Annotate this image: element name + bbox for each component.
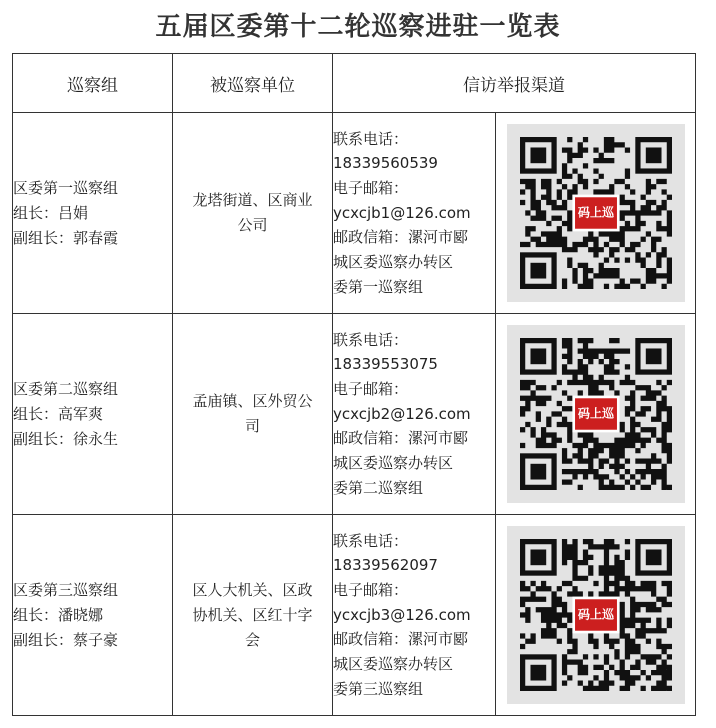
- qr-badge-label: 码上巡: [577, 406, 614, 421]
- table-row: [13, 113, 696, 314]
- group-name: 区委第二巡察组: [13, 379, 119, 398]
- qr-code-icon[interactable]: [520, 539, 672, 691]
- unit-cell: [173, 314, 333, 515]
- qr-finder-inner: [645, 147, 661, 163]
- phone-number[interactable]: 18339562097: [333, 556, 438, 575]
- email-label: 电子邮箱：: [333, 178, 409, 197]
- group-leader: 组长：吕娟: [13, 203, 89, 222]
- unit-cell: [173, 113, 333, 314]
- group-leader: 组长：潘晓娜: [13, 605, 104, 624]
- qr-badge-label: 码上巡: [577, 205, 614, 220]
- post-line: 委第三巡察组: [333, 679, 424, 698]
- contact-cell: [333, 515, 496, 716]
- email-address[interactable]: ycxcjb1@126.com: [333, 203, 471, 222]
- group-deputy: 副组长：蔡子豪: [13, 630, 119, 649]
- header-group: 巡察组: [13, 54, 173, 113]
- post-line: 城区委巡察办转区: [333, 655, 454, 674]
- qr-finder-inner: [530, 665, 546, 681]
- qr-badge-label: 码上巡: [577, 607, 614, 622]
- post-line: 邮政信箱：漯河市郾: [333, 228, 469, 247]
- table-row: [13, 515, 696, 716]
- post-line: 邮政信箱：漯河市郾: [333, 429, 469, 448]
- post-line: 邮政信箱：漯河市郾: [333, 630, 469, 649]
- unit-line: 区人大机关、区政: [192, 580, 313, 599]
- qr-finder-inner: [530, 464, 546, 480]
- post-line: 城区委巡察办转区: [333, 253, 454, 272]
- header-unit: 被巡察单位: [173, 54, 333, 113]
- unit-line: 孟庙镇、区外贸公: [192, 392, 313, 410]
- post-line: 城区委巡察办转区: [333, 454, 454, 473]
- qr-cell: [496, 515, 696, 716]
- post-line: 委第一巡察组: [333, 277, 424, 296]
- page-title: 五届区委第十二轮巡察进驻一览表: [155, 12, 561, 42]
- phone-label: 联系电话：: [333, 531, 409, 550]
- post-line: 委第二巡察组: [333, 478, 424, 497]
- qr-code-frame: [507, 124, 685, 302]
- group-cell: [13, 314, 173, 515]
- qr-finder-inner: [530, 263, 546, 279]
- qr-finder-inner: [530, 549, 546, 565]
- group-name: 区委第三巡察组: [13, 580, 119, 599]
- qr-finder-inner: [530, 348, 546, 364]
- email-address[interactable]: ycxcjb3@126.com: [333, 605, 471, 624]
- qr-finder-inner: [645, 549, 661, 565]
- contact-cell: [333, 113, 496, 314]
- unit-line: 龙塔街道、区商业: [192, 191, 313, 209]
- qr-code-icon[interactable]: [520, 338, 672, 490]
- qr-cell: [496, 113, 696, 314]
- unit-line: 会: [244, 630, 260, 649]
- header-row: [13, 54, 696, 113]
- unit-line: 协机关、区红十字: [192, 605, 313, 624]
- qr-finder-inner: [645, 348, 661, 364]
- email-label: 电子邮箱：: [333, 379, 409, 398]
- group-cell: [13, 515, 173, 716]
- phone-label: 联系电话：: [333, 330, 409, 349]
- email-address[interactable]: ycxcjb2@126.com: [333, 404, 471, 423]
- header-channel: 信访举报渠道: [333, 54, 696, 113]
- email-label: 电子邮箱：: [333, 580, 409, 599]
- phone-label: 联系电话：: [333, 129, 409, 148]
- qr-finder-inner: [530, 147, 546, 163]
- unit-line: 司: [244, 417, 260, 435]
- group-leader: 组长：高军爽: [13, 404, 104, 423]
- group-cell: [13, 113, 173, 314]
- phone-number[interactable]: 18339553075: [333, 355, 438, 374]
- qr-cell: [496, 314, 696, 515]
- group-deputy: 副组长：郭春霞: [13, 228, 119, 247]
- phone-number[interactable]: 18339560539: [333, 154, 438, 173]
- contact-cell: [333, 314, 496, 515]
- unit-cell: [173, 515, 333, 716]
- qr-code-frame: [507, 325, 685, 503]
- unit-line: 公司: [237, 216, 268, 234]
- qr-code-frame: [507, 526, 685, 704]
- inspection-table: [12, 53, 696, 716]
- table-row: [13, 314, 696, 515]
- group-deputy: 副组长：徐永生: [13, 429, 119, 448]
- qr-code-icon[interactable]: [520, 137, 672, 289]
- group-name: 区委第一巡察组: [13, 178, 119, 197]
